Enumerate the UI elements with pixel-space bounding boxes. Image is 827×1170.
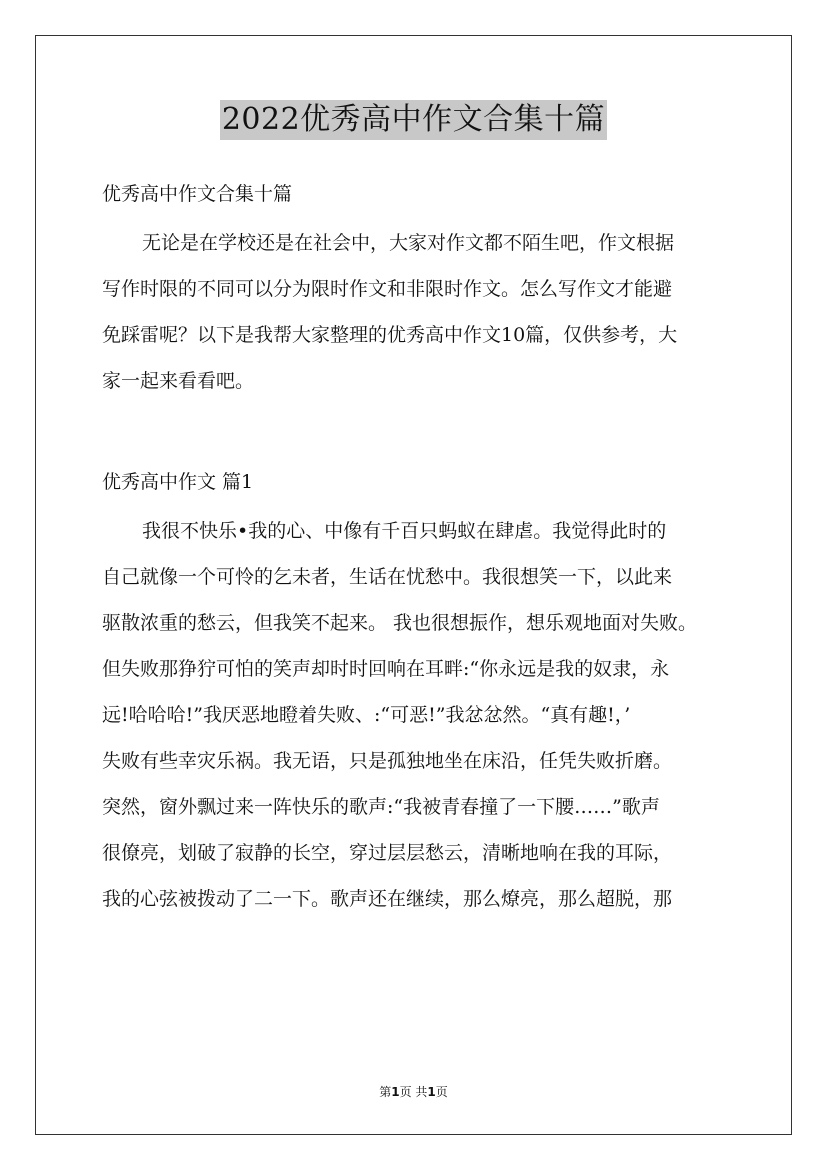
intro-line: 免踩雷呢？以下是我帮大家整理的优秀高中作文10篇，仅供参考，大 bbox=[102, 324, 678, 346]
essay-line: 驱散浓重的愁云，但我笑不起来。 我也很想振作，想乐观地面对失败。 bbox=[102, 612, 698, 634]
document-body bbox=[102, 176, 728, 922]
footer-suffix: 页 bbox=[435, 1085, 448, 1099]
essay-line: 我很不快乐•我的心、中像有千百只蚂蚁在肆虐。我觉得此时的 bbox=[142, 520, 667, 542]
document-subtitle: 优秀高中作文合集十篇 bbox=[102, 183, 293, 205]
footer-mid: 页 共 bbox=[399, 1085, 428, 1099]
page-footer bbox=[0, 1083, 827, 1101]
essay-line: 但失败那狰狞可怕的笑声却时时回响在耳畔:“你永远是我的奴隶，永 bbox=[102, 658, 670, 680]
intro-line: 无论是在学校还是在社会中，大家对作文都不陌生吧，作文根据 bbox=[142, 232, 675, 254]
essay-line: 突然，窗外飘过来一阵快乐的歌声:“我被青春撞了一下腰……”歌声 bbox=[102, 796, 660, 818]
footer-prefix: 第 bbox=[379, 1085, 392, 1099]
footer-page-current: 1 bbox=[391, 1085, 400, 1099]
essay-paragraph bbox=[102, 508, 728, 922]
essay-line: 远!哈哈哈!”我厌恶地瞪着失败、:“可恶!”我忿忿然。“真有趣!，’ bbox=[102, 704, 631, 726]
essay-line: 很僚亮，划破了寂静的长空，穿过层层愁云，清晰地响在我的耳际， bbox=[102, 842, 673, 864]
essay-line: 我的心弦被拨动了二一下。歌声还在继续，那么燎亮，那么超脱，那 bbox=[102, 888, 673, 910]
title-container bbox=[0, 100, 827, 140]
section-heading: 优秀高中作文 篇1 bbox=[102, 471, 254, 493]
document-title: 2022优秀高中作文合集十篇 bbox=[220, 100, 607, 140]
essay-line: 失败有些幸灾乐祸。我无语，只是孤独地坐在床沿，任凭失败折磨。 bbox=[102, 750, 673, 772]
essay-line: 自己就像一个可怜的乞未者，生话在忧愁中。我很想笑一下，以此来 bbox=[102, 566, 673, 588]
footer-page-total: 1 bbox=[427, 1085, 436, 1099]
intro-line: 写作时限的不同可以分为限时作文和非限时作文。怎么写作文才能避 bbox=[102, 278, 673, 300]
intro-paragraph bbox=[102, 220, 728, 404]
intro-line: 家一起来看看吧。 bbox=[102, 370, 255, 392]
